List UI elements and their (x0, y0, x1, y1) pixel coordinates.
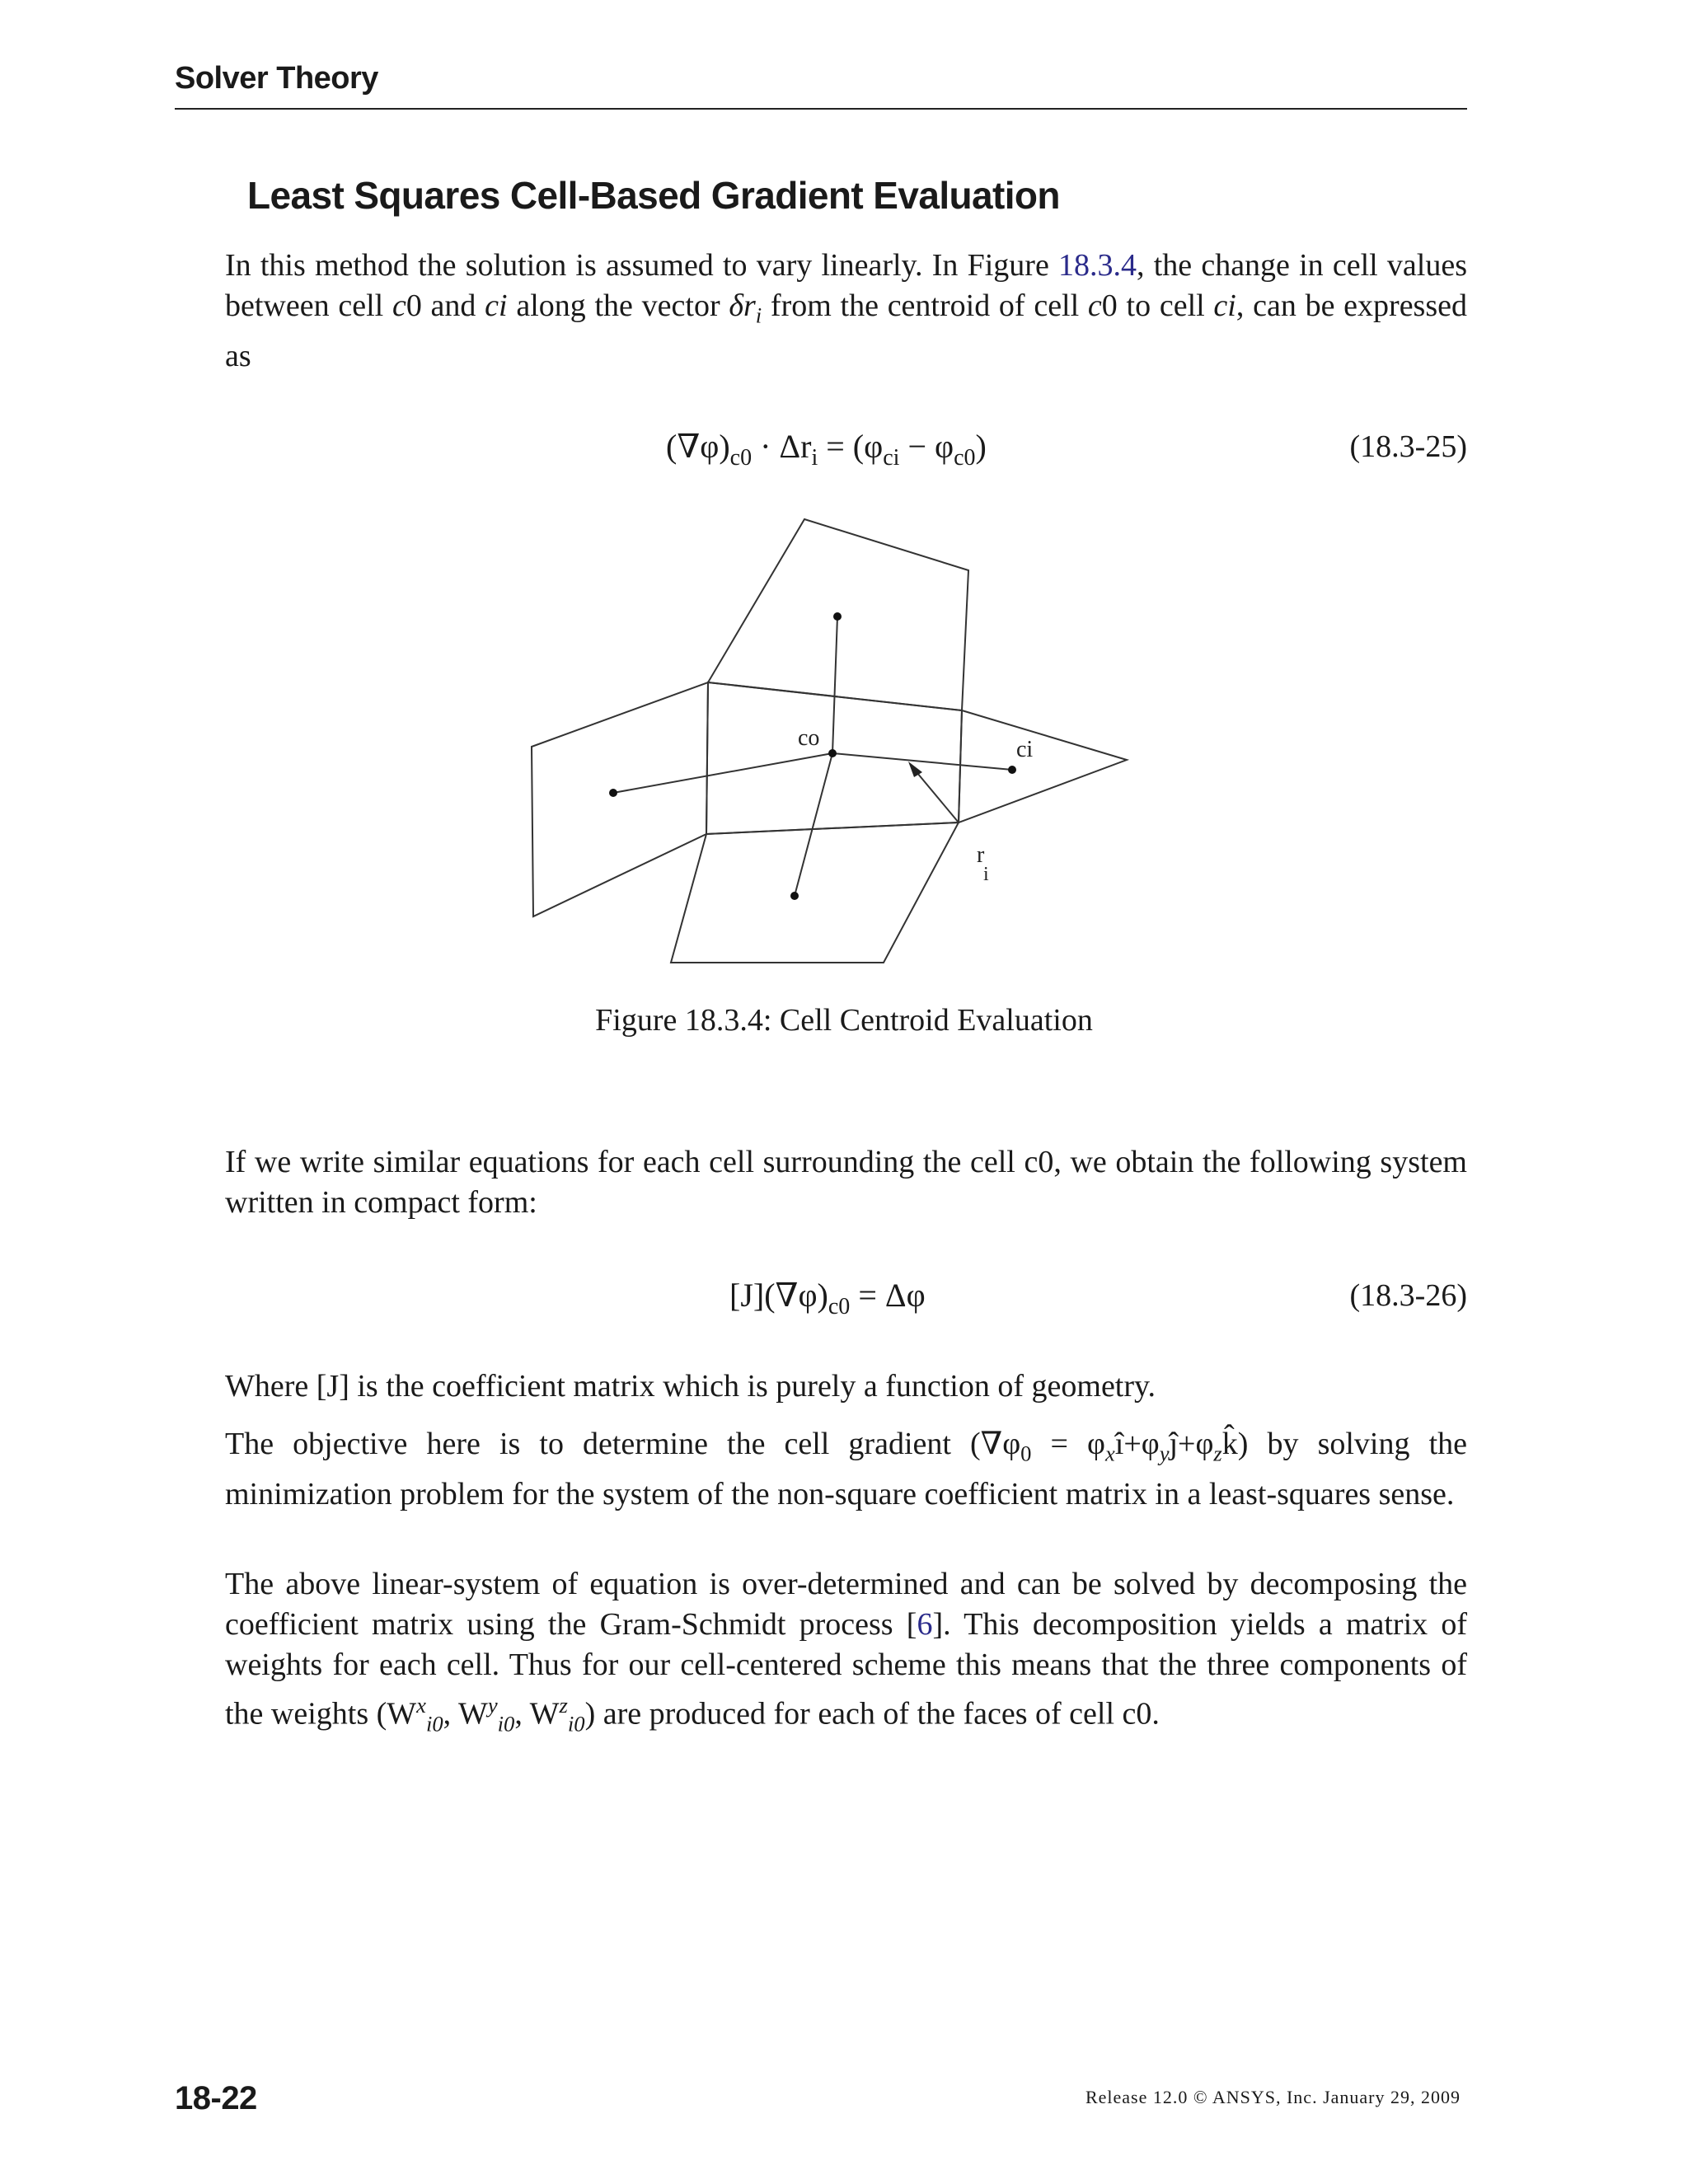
centroid-link-bottom (795, 753, 832, 896)
citation-link[interactable]: 6 (917, 1607, 933, 1642)
footer-release: Release 12.0 © ANSYS, Inc. January 29, 2009 (1085, 2087, 1461, 2107)
cell-left (532, 682, 708, 916)
vector-arrowhead (908, 762, 922, 777)
label-r-sub: i (983, 864, 989, 885)
centroid-c0 (828, 749, 837, 757)
centroid-left (609, 789, 617, 797)
centroid-top (833, 612, 842, 621)
paragraph-objective: The objective here is to determine the cell gradient ($\nabla\varphi_0$ = $\varphi_xî+\varphi_yĵ+\varphi_zk̂$) by solving the minimization problem for the system of the non-square coefficient matrix in a least-squares sense. (225, 1427, 1467, 1511)
paragraph-system: If we write similar equations for each cell surrounding the cell c0, we obtain the following system written in compact form: (225, 1145, 1467, 1220)
centroid-link-right (832, 753, 1012, 770)
cell-bottom (671, 823, 959, 963)
centroid-bottom (790, 892, 799, 900)
equation-number: (18.3-26) (1349, 1278, 1467, 1313)
equation-18-3-26: $[J](\nabla\varphi)_{c0} = \Delta\varphi$ (729, 1277, 926, 1319)
header-rule (175, 108, 1467, 110)
paragraph-coefficient-matrix: Where [J] is the coefficient matrix which is purely a function of geometry. (225, 1369, 1156, 1404)
centroid-link-left (613, 753, 832, 793)
figure-reference-link[interactable]: 18.3.4 (1058, 248, 1137, 283)
vector-ri (913, 768, 959, 823)
equation-number: (18.3-25) (1349, 429, 1467, 464)
centroid-link-top (832, 616, 837, 753)
cell-centroid-figure (495, 494, 1187, 989)
centroid-ci (1008, 766, 1016, 774)
paragraph-gram-schmidt: The above linear-system of equation is over-determined and can be solved by decomposing the coefficient matrix using the Gram-Schmidt process [6]. This decomposition yields a matrix of weights for each cell. Thus for our cell-centered scheme this means that the three components of the weights ($W^x_{i0}$, $W^y_{i0}$, $W^z_{i0}$) are produced for each of the faces of cell c0. (225, 1567, 1468, 1736)
figure-caption: Figure 18.3.4: Cell Centroid Evaluation (595, 1003, 1093, 1038)
running-header: Solver Theory (175, 61, 378, 96)
page-number: 18-22 (175, 2080, 257, 2116)
label-ci: ci (1016, 737, 1034, 762)
equation-18-3-25: $(\nabla\varphi)_{c0} \cdot \Delta r_i = (\varphi_{ci} - \varphi_{c0})$ (666, 428, 987, 471)
paragraph-intro: In this method the solution is assumed to vary linearly. In Figure 18.3.4, the change in cell values between cell c0 and ci along the vector $\delta r_i$ from the centroid of cell c0 to cell ci, can be expressed as (225, 248, 1468, 373)
section-title: Least Squares Cell-Based Gradient Evaluation (247, 174, 1060, 217)
label-r: r (977, 842, 985, 868)
label-co: co (798, 725, 820, 751)
